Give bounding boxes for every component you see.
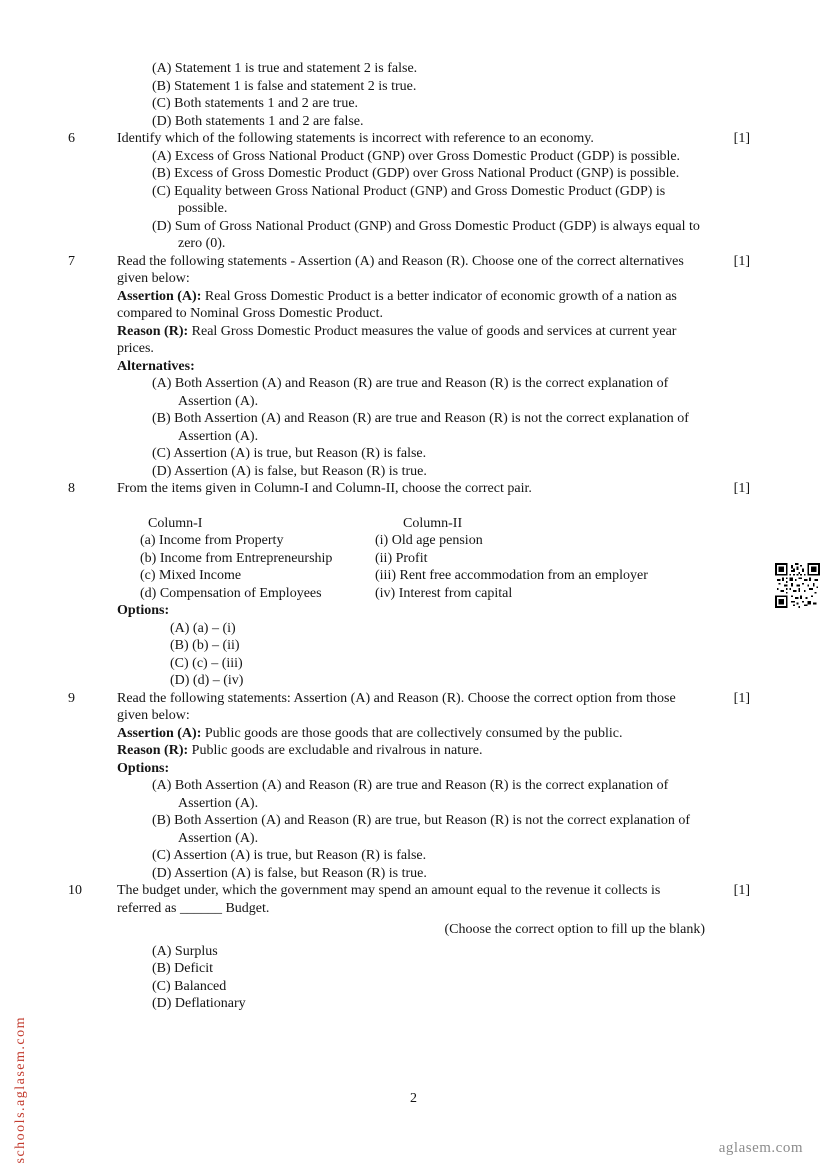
reason-label: Reason (R):	[117, 323, 189, 339]
option-list	[152, 148, 705, 253]
options-heading: Alternatives:	[117, 358, 195, 374]
assertion-label: Assertion (A):	[117, 725, 202, 741]
question-8	[0, 480, 827, 690]
option: (A) Excess of Gross National Product (GNP) over Gross Domestic Product (GDP) is possible.	[152, 148, 681, 164]
table-cell: (i) Old age pension	[375, 533, 483, 548]
option: (C) Assertion (A) is true, but Reason (R) is false.	[152, 848, 427, 863]
question-text: Identify which of the following statements is incorrect with reference to an economy.	[117, 131, 594, 146]
column-2-header: Column-II	[403, 515, 463, 531]
column-1-header: Column-I	[148, 515, 203, 531]
option: (D) Deflationary	[152, 996, 246, 1011]
option: (C) Both statements 1 and 2 are true.	[152, 96, 359, 111]
option: (A) Surplus	[152, 943, 218, 959]
option: (D) Assertion (A) is false, but Reason (R) is true.	[152, 865, 427, 881]
question-number: 8	[68, 481, 75, 496]
assertion-label: Assertion (A):	[117, 288, 202, 304]
options-heading: Options:	[117, 603, 170, 618]
question-marks: [1]	[733, 690, 750, 706]
reason-text: Public goods are excludable and rivalrous in nature.	[191, 743, 483, 758]
question-number: 6	[68, 131, 75, 146]
table-cell: (d) Compensation of Employees	[140, 585, 322, 601]
option-list	[152, 777, 705, 882]
question-6	[0, 130, 827, 253]
assertion-statement	[117, 288, 705, 323]
option-list	[152, 943, 705, 1013]
option: (D) Both statements 1 and 2 are false.	[152, 113, 364, 129]
option: (D) (d) – (iv)	[170, 673, 244, 688]
option: (A) Statement 1 is true and statement 2 is false.	[152, 61, 418, 76]
option: (C) Balanced	[152, 978, 227, 994]
question-10	[0, 882, 827, 1013]
option: (D) Sum of Gross National Product (GNP) and Gross Domestic Product (GDP) is always equal to zero (0).	[152, 218, 700, 251]
option-list	[170, 620, 705, 690]
question-text: The budget under, which the government may spend an amount equal to the revenue it collects is referred as ______ Budget.	[117, 883, 661, 916]
reason-label: Reason (R):	[117, 743, 189, 758]
question-text: Read the following statements - Assertion (A) and Reason (R). Choose one of the correct alternatives given below:	[117, 253, 684, 286]
qr-code-icon	[775, 563, 820, 608]
question-marks: [1]	[733, 131, 750, 146]
reason-statement	[117, 323, 705, 358]
question-7	[0, 253, 827, 481]
option: (A) Both Assertion (A) and Reason (R) are true and Reason (R) is the correct explanation of Assertion (A).	[152, 778, 669, 811]
question-number: 7	[68, 253, 75, 269]
footer-brand: aglasem.com	[718, 1139, 803, 1156]
table-cell: (ii) Profit	[375, 550, 428, 566]
table-header-row	[140, 515, 705, 533]
option: (A) (a) – (i)	[170, 620, 236, 636]
option: (C) Equality between Gross National Product (GNP) and Gross Domestic Product (GDP) is possible.	[152, 183, 666, 216]
option: (A) Both Assertion (A) and Reason (R) are true and Reason (R) is the correct explanation of Assertion (A).	[152, 376, 669, 409]
question-marks: [1]	[733, 253, 750, 269]
assertion-statement	[117, 725, 705, 743]
carryover-options-block	[0, 60, 827, 130]
option-list	[152, 375, 705, 480]
table-row	[140, 585, 705, 603]
question-marks: [1]	[733, 481, 750, 496]
question-9	[0, 690, 827, 883]
table-row	[140, 567, 705, 585]
fill-blank-hint: (Choose the correct option to fill up the blank)	[444, 922, 705, 937]
question-number: 10	[68, 883, 82, 898]
option-list	[152, 60, 705, 130]
table-row	[140, 550, 705, 568]
option: (B) Both Assertion (A) and Reason (R) are true, but Reason (R) is not the correct explanation of Assertion (A).	[152, 813, 691, 846]
option: (B) (b) – (ii)	[170, 638, 240, 653]
question-marks: [1]	[733, 883, 750, 898]
option: (B) Excess of Gross Domestic Product (GDP) over Gross National Product (GNP) is possible.	[152, 166, 680, 181]
page-number: 2	[410, 1090, 417, 1106]
table-cell: (iv) Interest from capital	[375, 585, 513, 601]
table-cell: (a) Income from Property	[140, 533, 284, 548]
table-cell: (iii) Rent free accommodation from an employer	[375, 568, 648, 583]
option: (C) (c) – (iii)	[170, 655, 243, 671]
table-cell: (b) Income from Entrepreneurship	[140, 550, 333, 566]
option: (B) Statement 1 is false and statement 2 is true.	[152, 78, 417, 94]
option: (C) Assertion (A) is true, but Reason (R) is false.	[152, 446, 427, 461]
option: (D) Assertion (A) is false, but Reason (R) is true.	[152, 463, 427, 479]
question-text: From the items given in Column-I and Column-II, choose the correct pair.	[117, 481, 532, 496]
reason-text: Real Gross Domestic Product measures the value of goods and services at current year prices.	[117, 323, 677, 356]
side-watermark: schools.aglasem.com	[13, 1015, 28, 1163]
reason-statement	[117, 742, 705, 760]
option: (B) Both Assertion (A) and Reason (R) are true and Reason (R) is not the correct explanation of Assertion (A).	[152, 411, 689, 444]
question-number: 9	[68, 690, 75, 706]
assertion-text: Public goods are those goods that are collectively consumed by the public.	[204, 725, 623, 741]
option: (B) Deficit	[152, 961, 214, 976]
question-text: Read the following statements: Assertion (A) and Reason (R). Choose the correct option from those given below:	[117, 690, 676, 723]
table-cell: (c) Mixed Income	[140, 568, 242, 583]
match-columns-table	[140, 515, 705, 603]
assertion-text: Real Gross Domestic Product is a better indicator of economic growth of a nation as compared to Nominal Gross Domestic Product.	[117, 288, 677, 321]
options-heading: Options:	[117, 760, 170, 776]
table-row	[140, 532, 705, 550]
